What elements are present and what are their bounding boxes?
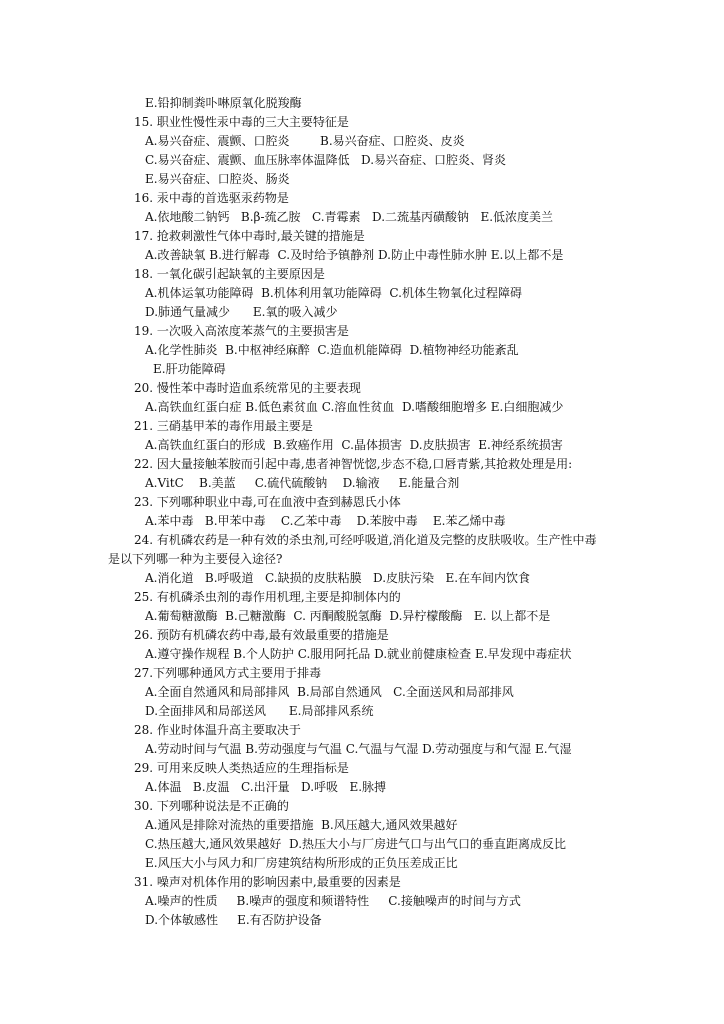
text-line: E.风压大小与风力和厂房建筑结构所形成的正负压差成正比 [145,856,458,870]
question-21: 21. 三硝基甲苯的毒作用最主要是 [134,419,313,433]
question-23: 23. 下列哪种职业中毒,可在血液中查到赫恩氏小体 [134,495,401,509]
text-line: A.易兴奋症、震颤、口腔炎 B.易兴奋症、口腔炎、皮炎 [145,134,465,148]
text-line: E.铅抑制粪卟啉原氧化脱羧酶 [145,96,302,110]
text-line: C.易兴奋症、震颤、血压脉率体温降低 D.易兴奋症、口腔炎、肾炎 [145,153,507,167]
question-31: 31. 噪声对机体作用的影响因素中,最重要的因素是 [134,875,401,889]
text-line: D.个体敏感性 E.有否防护设备 [145,913,322,927]
text-line: A.化学性肺炎 B.中枢神经麻醉 C.造血机能障碍 D.植物神经功能紊乱 [145,343,519,357]
text-line: D.全面排风和局部送风 E.局部排风系统 [145,704,374,718]
text-line: E.肝功能障碍 [153,362,226,376]
text-line: A.改善缺氧 B.进行解毒 C.及时给予镇静剂 D.防止中毒性肺水肿 E.以上都不是 [145,248,564,262]
question-17: 17. 抢救刺激性气体中毒时,最关键的措施是 [134,229,365,243]
question-16: 16. 汞中毒的首选驱汞药物是 [134,191,289,205]
text-line: A.VitC B.美蓝 C.硫代硫酸钠 D.输液 E.能量合剂 [145,476,460,490]
text-line: A.体温 B.皮温 C.出汗量 D.呼吸 E.脉搏 [145,780,387,794]
text-line: A.消化道 B.呼吸道 C.缺损的皮肤粘膜 D.皮肤污染 E.在车间内饮食 [145,571,531,585]
question-26: 26. 预防有机磷农药中毒,最有效最重要的措施是 [134,628,389,642]
text-line: E.易兴奋症、口腔炎、肠炎 [145,172,290,186]
question-19: 19. 一次吸入高浓度苯蒸气的主要损害是 [134,324,349,338]
text-line: A.劳动时间与气温 B.劳动强度与气温 C.气温与气湿 D.劳动强度与和气湿 E.气湿 [145,742,572,756]
text-line: A.葡萄糖激酶 B.己糖激酶 C. 丙酮酸脱氢酶 D.异柠檬酸酶 E. 以上都不是 [145,609,551,623]
question-15: 15. 职业性慢性汞中毒的三大主要特征是 [134,115,349,129]
text-line: A.机体运氧功能障碍 B.机体利用氧功能障碍 C.机体生物氧化过程障碍 [145,286,522,300]
text-line: A.高铁血红蛋白症 B.低色素贫血 C.溶血性贫血 D.嗜酸细胞增多 E.白细胞减少 [145,400,564,414]
text-line: A.通风是排除对流热的重要措施 B.风压越大,通风效果越好 [145,818,458,832]
question-22: 22. 因大量接触苯胺而引起中毒,患者神智恍惚,步态不稳,口唇青紫,其抢救处理是用: [134,457,573,471]
question-28: 28. 作业时体温升高主要取决于 [134,723,301,737]
text-line: 是以下列哪一种为主要侵入途径? [108,552,283,566]
text-line: A.依地酸二钠钙 B.β-巯乙胺 C.青霉素 D.二巯基丙磺酸钠 E.低浓度美兰 [145,210,554,224]
text-line: A.苯中毒 B.甲苯中毒 C.乙苯中毒 D.苯胺中毒 E.苯乙烯中毒 [145,514,506,528]
question-29: 29. 可用来反映人类热适应的生理指标是 [134,761,349,775]
question-24: 24. 有机磷农药是一种有效的杀虫剂,可经呼吸道,消化道及完整的皮肤吸收。生产性中毒 [134,533,597,547]
text-line: D.肺通气量减少 E.氧的吸入减少 [145,305,338,319]
question-27: 27.下列哪种通风方式主要用于排毒 [134,666,322,680]
text-line: A.遵守操作规程 B.个人防护 C.服用阿托品 D.就业前健康检查 E.早发现中毒症状 [145,647,572,661]
question-30: 30. 下列哪种说法是不正确的 [134,799,289,813]
text-line: A.全面自然通风和局部排风 B.局部自然通风 C.全面送风和局部排风 [145,685,514,699]
text-line: A.高铁血红蛋白的形成 B.致癌作用 C.晶体损害 D.皮肤损害 E.神经系统损害 [145,438,563,452]
question-18: 18. 一氧化碳引起缺氧的主要原因是 [134,267,325,281]
question-25: 25. 有机磷杀虫剂的毒作用机理,主要是抑制体内的 [134,590,401,604]
question-20: 20. 慢性苯中毒时造血系统常见的主要表现 [134,381,361,395]
text-line: C.热压越大,通风效果越好 D.热压大小与厂房进气口与出气口的垂直距离成反比 [145,837,567,851]
text-line: A.噪声的性质 B.噪声的强度和频谱特性 C.接触噪声的时间与方式 [145,894,521,908]
